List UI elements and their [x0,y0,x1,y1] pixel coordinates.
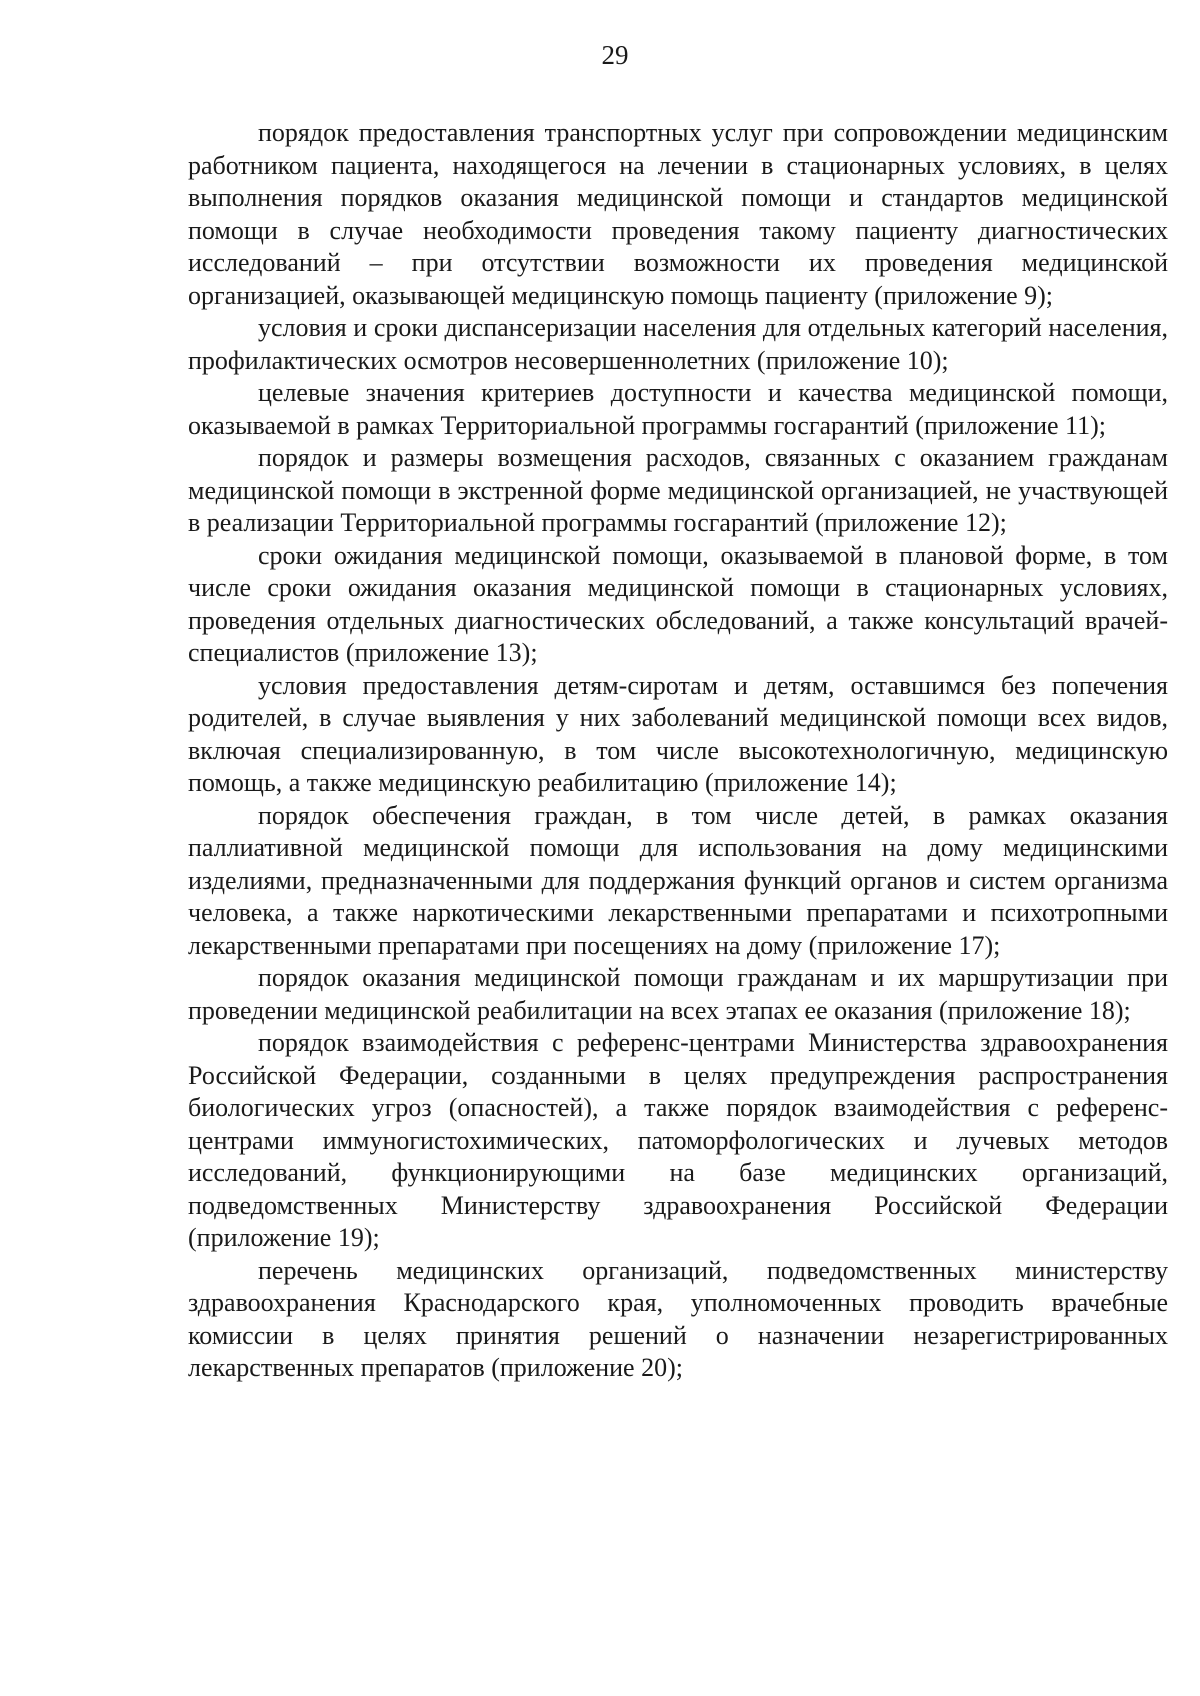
paragraph: сроки ожидания медицинской помощи, оказываемой в плановой форме, в том числе сроки ожидания оказания медицинской помощи в стационарных условиях, проведения отдельных диагностических обследований, а также консультаций врачей-специалистов (приложение 13); [188,540,1168,667]
paragraph: порядок и размеры возмещения расходов, связанных с оказанием гражданам медицинской помощи в экстренной форме медицинской организацией, не участвующей в реализации Территориальной программы госгарантий (приложение 12); [188,443,1168,537]
paragraph: перечень медицинских организаций, подведомственных министерству здравоохранения Краснодарского края, уполномоченных проводить врачебные комиссии в целях принятия решений о назначении незарегистрированных лекарственных препаратов (приложение 20); [188,1255,1168,1382]
paragraph: порядок предоставления транспортных услуг при сопровождении медицинским работником пациента, находящегося на лечении в стационарных условиях, в целях выполнения порядков оказания медицинской помощи и стандартов медицинской помощи в случае необходимости проведения такому пациенту диагностических исследований – при отсутствии возможности их проведения медицинской организацией, оказывающей медицинскую помощь пациенту (приложение 9); [188,118,1168,310]
paragraph: условия предоставления детям-сиротам и детям, оставшимся без попечения родителей, в случае выявления у них заболеваний медицинской помощи всех видов, включая специализированную, в том числе высокотехнологичную, медицинскую помощь, а также медицинскую реабилитацию (приложение 14); [188,670,1168,797]
paragraph: порядок взаимодействия с референс-центрами Министерства здравоохранения Российской Федерации, созданными в целях предупреждения распространения биологических угроз (опасностей), а также порядок взаимодействия с референс-центрами иммуногистохимических, патоморфологических и лучевых методов исследований, функционирующими на базе медицинских организаций, подведомственных Министерству здравоохранения Российской Федерации (приложение 19); [188,1028,1168,1252]
page-number: 29 [601,40,629,70]
paragraph: порядок оказания медицинской помощи гражданам и их маршрутизации при проведении медицинской реабилитации на всех этапах ее оказания (приложение 18); [188,963,1168,1025]
document-body [188,117,1168,1385]
paragraph: порядок обеспечения граждан, в том числе детей, в рамках оказания паллиативной медицинской помощи для использования на дому медицинскими изделиями, предназначенными для поддержания функций органов и систем организма человека, а также наркотическими лекарственными препаратами и психотропными лекарственными препаратами при посещениях на дому (приложение 17); [188,800,1168,960]
paragraph: условия и сроки диспансеризации населения для отдельных категорий населения, профилактических осмотров несовершеннолетних (приложение 10); [188,313,1168,375]
paragraph: целевые значения критериев доступности и качества медицинской помощи, оказываемой в рамках Территориальной программы госгарантий (приложение 11); [188,378,1168,440]
